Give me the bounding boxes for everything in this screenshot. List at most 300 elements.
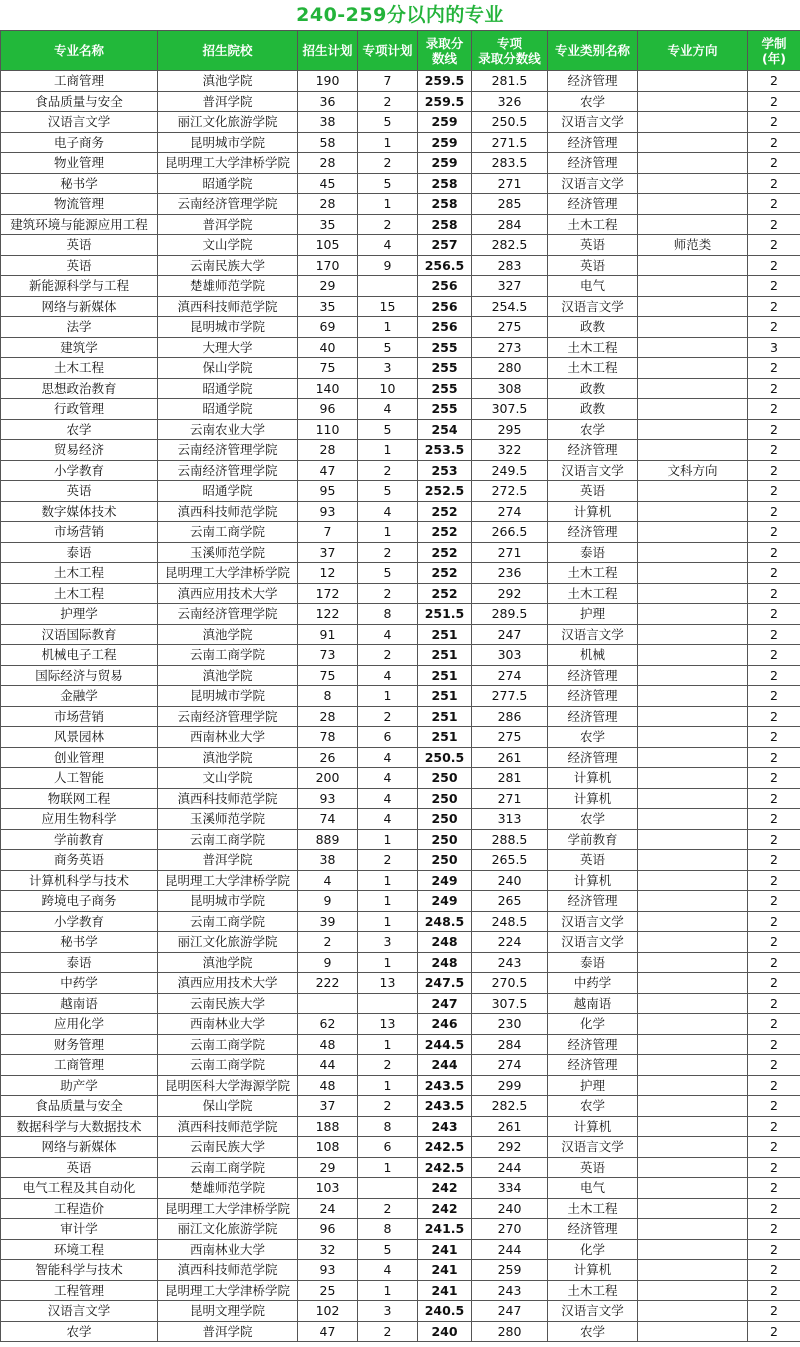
school-cell: 昆明理工大学津桥学院 — [158, 1198, 298, 1219]
category-cell: 汉语言文学 — [548, 932, 638, 953]
major-cell: 英语 — [1, 255, 158, 276]
plan-cell: 95 — [298, 481, 358, 502]
plan-cell: 36 — [298, 91, 358, 112]
major-cell: 土木工程 — [1, 563, 158, 584]
direction-cell — [638, 850, 748, 871]
table-row — [1, 378, 800, 399]
special-score-cell: 271 — [472, 788, 548, 809]
school-cell: 云南工商学院 — [158, 1034, 298, 1055]
direction-cell — [638, 296, 748, 317]
school-cell: 滇池学院 — [158, 71, 298, 92]
plan-cell: 75 — [298, 358, 358, 379]
special-score-cell: 313 — [472, 809, 548, 830]
plan-cell: 108 — [298, 1137, 358, 1158]
years-cell: 2 — [748, 1034, 800, 1055]
table-row — [1, 255, 800, 276]
plan-cell: 40 — [298, 337, 358, 358]
special-plan-cell: 8 — [358, 1116, 418, 1137]
direction-cell — [638, 1055, 748, 1076]
score-cell: 256 — [418, 317, 472, 338]
years-cell: 2 — [748, 788, 800, 809]
score-cell: 242 — [418, 1178, 472, 1199]
special-plan-cell: 1 — [358, 891, 418, 912]
table-row — [1, 296, 800, 317]
direction-cell — [638, 378, 748, 399]
school-cell: 普洱学院 — [158, 850, 298, 871]
major-cell: 网络与新媒体 — [1, 296, 158, 317]
special-plan-cell: 4 — [358, 788, 418, 809]
score-cell: 256.5 — [418, 255, 472, 276]
special-score-cell: 281.5 — [472, 71, 548, 92]
major-cell: 智能科学与技术 — [1, 1260, 158, 1281]
plan-cell: 28 — [298, 440, 358, 461]
school-cell: 云南工商学院 — [158, 522, 298, 543]
category-cell: 护理 — [548, 604, 638, 625]
special-plan-cell: 1 — [358, 686, 418, 707]
years-cell: 2 — [748, 71, 800, 92]
special-plan-cell: 1 — [358, 132, 418, 153]
major-cell: 助产学 — [1, 1075, 158, 1096]
special-score-cell: 247 — [472, 1301, 548, 1322]
special-score-cell: 271 — [472, 173, 548, 194]
plan-cell: 47 — [298, 460, 358, 481]
table-row — [1, 829, 800, 850]
category-cell: 土木工程 — [548, 337, 638, 358]
years-cell: 2 — [748, 1198, 800, 1219]
special-plan-cell: 2 — [358, 1198, 418, 1219]
category-cell: 泰语 — [548, 952, 638, 973]
header-direction: 专业方向 — [638, 31, 748, 71]
score-cell: 252 — [418, 563, 472, 584]
special-plan-cell: 5 — [358, 1239, 418, 1260]
school-cell: 昆明理工大学津桥学院 — [158, 1280, 298, 1301]
table-row — [1, 153, 800, 174]
years-cell: 2 — [748, 932, 800, 953]
direction-cell — [638, 624, 748, 645]
major-cell: 网络与新媒体 — [1, 1137, 158, 1158]
plan-cell: 62 — [298, 1014, 358, 1035]
direction-cell — [638, 645, 748, 666]
special-plan-cell: 1 — [358, 1157, 418, 1178]
school-cell: 昆明城市学院 — [158, 132, 298, 153]
school-cell: 丽江文化旅游学院 — [158, 932, 298, 953]
direction-cell — [638, 973, 748, 994]
category-cell: 农学 — [548, 91, 638, 112]
special-score-cell: 230 — [472, 1014, 548, 1035]
direction-cell — [638, 1198, 748, 1219]
score-cell: 259.5 — [418, 91, 472, 112]
table-row — [1, 891, 800, 912]
special-plan-cell: 2 — [358, 645, 418, 666]
direction-cell — [638, 1301, 748, 1322]
table-row — [1, 112, 800, 133]
major-cell: 工程管理 — [1, 1280, 158, 1301]
score-cell: 248 — [418, 952, 472, 973]
direction-cell — [638, 317, 748, 338]
table-row — [1, 522, 800, 543]
score-cell: 255 — [418, 358, 472, 379]
years-cell: 2 — [748, 1096, 800, 1117]
school-cell: 楚雄师范学院 — [158, 1178, 298, 1199]
score-cell: 256 — [418, 276, 472, 297]
plan-cell: 45 — [298, 173, 358, 194]
major-cell: 电子商务 — [1, 132, 158, 153]
table-row — [1, 358, 800, 379]
special-score-cell: 275 — [472, 317, 548, 338]
special-plan-cell: 5 — [358, 419, 418, 440]
school-cell: 普洱学院 — [158, 1321, 298, 1342]
plan-cell: 74 — [298, 809, 358, 830]
major-cell: 应用化学 — [1, 1014, 158, 1035]
major-cell: 学前教育 — [1, 829, 158, 850]
special-plan-cell: 2 — [358, 1055, 418, 1076]
special-plan-cell: 5 — [358, 481, 418, 502]
school-cell: 楚雄师范学院 — [158, 276, 298, 297]
table-row — [1, 194, 800, 215]
special-plan-cell: 1 — [358, 1280, 418, 1301]
table-row — [1, 850, 800, 871]
plan-cell: 69 — [298, 317, 358, 338]
plan-cell: 9 — [298, 952, 358, 973]
special-score-cell: 270 — [472, 1219, 548, 1240]
direction-cell — [638, 419, 748, 440]
years-cell: 3 — [748, 337, 800, 358]
special-plan-cell: 1 — [358, 952, 418, 973]
special-plan-cell: 5 — [358, 173, 418, 194]
table-row — [1, 1280, 800, 1301]
major-cell: 秘书学 — [1, 932, 158, 953]
direction-cell — [638, 337, 748, 358]
years-cell: 2 — [748, 542, 800, 563]
special-plan-cell: 2 — [358, 1096, 418, 1117]
plan-cell: 37 — [298, 542, 358, 563]
table-row — [1, 1321, 800, 1342]
table-body — [1, 71, 800, 1342]
years-cell: 2 — [748, 1301, 800, 1322]
table-row — [1, 460, 800, 481]
score-cell: 247.5 — [418, 973, 472, 994]
major-cell: 数据科学与大数据技术 — [1, 1116, 158, 1137]
direction-cell — [638, 71, 748, 92]
major-cell: 跨境电子商务 — [1, 891, 158, 912]
special-score-cell: 282.5 — [472, 235, 548, 256]
major-cell: 中药学 — [1, 973, 158, 994]
special-plan-cell: 2 — [358, 542, 418, 563]
plan-cell: 28 — [298, 194, 358, 215]
special-plan-cell — [358, 1178, 418, 1199]
category-cell: 汉语言文学 — [548, 173, 638, 194]
plan-cell: 222 — [298, 973, 358, 994]
major-cell: 土木工程 — [1, 583, 158, 604]
score-cell: 255 — [418, 337, 472, 358]
direction-cell — [638, 1239, 748, 1260]
header-school: 招生院校 — [158, 31, 298, 71]
school-cell: 昆明理工大学津桥学院 — [158, 870, 298, 891]
header-years — [748, 31, 800, 71]
plan-cell: 28 — [298, 706, 358, 727]
score-cell: 251 — [418, 727, 472, 748]
years-cell: 2 — [748, 665, 800, 686]
special-plan-cell: 1 — [358, 317, 418, 338]
score-cell: 251 — [418, 645, 472, 666]
major-cell: 人工智能 — [1, 768, 158, 789]
special-plan-cell: 7 — [358, 71, 418, 92]
school-cell: 云南工商学院 — [158, 829, 298, 850]
plan-cell: 190 — [298, 71, 358, 92]
major-cell: 越南语 — [1, 993, 158, 1014]
category-cell: 经济管理 — [548, 440, 638, 461]
direction-cell — [638, 1137, 748, 1158]
plan-cell: 170 — [298, 255, 358, 276]
major-cell: 食品质量与安全 — [1, 1096, 158, 1117]
category-cell: 汉语言文学 — [548, 460, 638, 481]
category-cell: 计算机 — [548, 1116, 638, 1137]
special-score-cell: 275 — [472, 727, 548, 748]
plan-cell: 38 — [298, 112, 358, 133]
category-cell: 汉语言文学 — [548, 624, 638, 645]
score-cell: 255 — [418, 399, 472, 420]
special-score-cell: 261 — [472, 747, 548, 768]
major-cell: 小学教育 — [1, 460, 158, 481]
special-score-cell: 286 — [472, 706, 548, 727]
score-cell: 254 — [418, 419, 472, 440]
years-cell: 2 — [748, 768, 800, 789]
direction-cell — [638, 194, 748, 215]
major-cell: 计算机科学与技术 — [1, 870, 158, 891]
table-row — [1, 1219, 800, 1240]
special-plan-cell: 2 — [358, 850, 418, 871]
years-cell: 2 — [748, 850, 800, 871]
major-cell: 商务英语 — [1, 850, 158, 871]
plan-cell: 8 — [298, 686, 358, 707]
category-cell: 土木工程 — [548, 563, 638, 584]
years-cell: 2 — [748, 460, 800, 481]
table-row — [1, 624, 800, 645]
school-cell: 大理大学 — [158, 337, 298, 358]
special-plan-cell: 1 — [358, 522, 418, 543]
header-major: 专业名称 — [1, 31, 158, 71]
major-cell: 创业管理 — [1, 747, 158, 768]
special-plan-cell: 3 — [358, 1301, 418, 1322]
special-plan-cell: 4 — [358, 399, 418, 420]
category-cell: 经济管理 — [548, 747, 638, 768]
table-row — [1, 686, 800, 707]
direction-cell — [638, 768, 748, 789]
major-cell: 护理学 — [1, 604, 158, 625]
years-cell: 2 — [748, 1260, 800, 1281]
school-cell: 云南民族大学 — [158, 255, 298, 276]
school-cell: 昭通学院 — [158, 378, 298, 399]
major-cell: 物业管理 — [1, 153, 158, 174]
table-row — [1, 337, 800, 358]
major-cell: 贸易经济 — [1, 440, 158, 461]
special-score-cell: 274 — [472, 501, 548, 522]
special-score-cell: 249.5 — [472, 460, 548, 481]
years-cell: 2 — [748, 1014, 800, 1035]
special-plan-cell: 6 — [358, 727, 418, 748]
school-cell: 玉溪师范学院 — [158, 809, 298, 830]
years-cell: 2 — [748, 973, 800, 994]
table-row — [1, 973, 800, 994]
direction-cell — [638, 686, 748, 707]
years-cell: 2 — [748, 132, 800, 153]
score-cell: 241 — [418, 1260, 472, 1281]
category-cell: 机械 — [548, 645, 638, 666]
score-cell: 256 — [418, 296, 472, 317]
special-plan-cell: 8 — [358, 1219, 418, 1240]
special-plan-cell: 5 — [358, 112, 418, 133]
score-cell: 250 — [418, 829, 472, 850]
category-cell: 汉语言文学 — [548, 112, 638, 133]
special-plan-cell: 6 — [358, 1137, 418, 1158]
table-row — [1, 91, 800, 112]
school-cell: 滇池学院 — [158, 747, 298, 768]
score-cell: 251 — [418, 665, 472, 686]
special-score-cell: 254.5 — [472, 296, 548, 317]
score-cell: 246 — [418, 1014, 472, 1035]
special-score-cell: 308 — [472, 378, 548, 399]
category-cell: 计算机 — [548, 501, 638, 522]
school-cell: 滇池学院 — [158, 952, 298, 973]
years-cell: 2 — [748, 1321, 800, 1342]
special-score-cell: 303 — [472, 645, 548, 666]
plan-cell: 12 — [298, 563, 358, 584]
years-cell: 2 — [748, 645, 800, 666]
special-plan-cell: 1 — [358, 194, 418, 215]
special-plan-cell: 3 — [358, 932, 418, 953]
table-row — [1, 583, 800, 604]
plan-cell: 39 — [298, 911, 358, 932]
category-cell: 政教 — [548, 378, 638, 399]
special-plan-cell: 1 — [358, 440, 418, 461]
years-cell: 2 — [748, 194, 800, 215]
years-cell: 2 — [748, 214, 800, 235]
special-plan-cell: 2 — [358, 91, 418, 112]
major-cell: 工程造价 — [1, 1198, 158, 1219]
header-special-score-line1: 专项 — [496, 35, 522, 51]
category-cell: 经济管理 — [548, 891, 638, 912]
special-plan-cell: 3 — [358, 358, 418, 379]
plan-cell: 78 — [298, 727, 358, 748]
special-plan-cell — [358, 276, 418, 297]
special-score-cell: 280 — [472, 1321, 548, 1342]
school-cell: 保山学院 — [158, 1096, 298, 1117]
plan-cell: 889 — [298, 829, 358, 850]
special-plan-cell: 2 — [358, 1321, 418, 1342]
score-cell: 241 — [418, 1239, 472, 1260]
header-plan: 招生计划 — [298, 31, 358, 71]
score-cell: 258 — [418, 214, 472, 235]
years-cell: 2 — [748, 1137, 800, 1158]
school-cell: 滇西科技师范学院 — [158, 296, 298, 317]
direction-cell — [638, 1157, 748, 1178]
header-score-line1: 录取分 — [425, 35, 464, 51]
direction-cell — [638, 583, 748, 604]
years-cell: 2 — [748, 378, 800, 399]
special-score-cell: 284 — [472, 1034, 548, 1055]
plan-cell: 103 — [298, 1178, 358, 1199]
years-cell: 2 — [748, 1239, 800, 1260]
major-cell: 新能源科学与工程 — [1, 276, 158, 297]
category-cell: 泰语 — [548, 542, 638, 563]
plan-cell: 96 — [298, 399, 358, 420]
score-cell: 249 — [418, 891, 472, 912]
school-cell: 昭通学院 — [158, 399, 298, 420]
table-row — [1, 1096, 800, 1117]
years-cell: 2 — [748, 1157, 800, 1178]
plan-cell: 93 — [298, 788, 358, 809]
plan-cell: 75 — [298, 665, 358, 686]
special-score-cell: 265.5 — [472, 850, 548, 871]
years-cell: 2 — [748, 173, 800, 194]
school-cell: 昆明理工大学津桥学院 — [158, 153, 298, 174]
direction-cell — [638, 358, 748, 379]
category-cell: 经济管理 — [548, 1219, 638, 1240]
major-cell: 汉语言文学 — [1, 1301, 158, 1322]
table-row — [1, 419, 800, 440]
years-cell: 2 — [748, 91, 800, 112]
table-row — [1, 563, 800, 584]
plan-cell: 44 — [298, 1055, 358, 1076]
category-cell: 计算机 — [548, 768, 638, 789]
plan-cell: 9 — [298, 891, 358, 912]
years-cell: 2 — [748, 727, 800, 748]
score-cell: 244.5 — [418, 1034, 472, 1055]
special-score-cell: 248.5 — [472, 911, 548, 932]
header-score — [418, 31, 472, 71]
school-cell: 文山学院 — [158, 768, 298, 789]
major-cell: 市场营销 — [1, 706, 158, 727]
school-cell: 普洱学院 — [158, 214, 298, 235]
years-cell: 2 — [748, 501, 800, 522]
table-row — [1, 747, 800, 768]
major-cell: 物联网工程 — [1, 788, 158, 809]
category-cell: 土木工程 — [548, 1198, 638, 1219]
special-score-cell: 334 — [472, 1178, 548, 1199]
major-cell: 汉语言文学 — [1, 112, 158, 133]
school-cell: 云南工商学院 — [158, 645, 298, 666]
special-score-cell: 247 — [472, 624, 548, 645]
score-cell: 241 — [418, 1280, 472, 1301]
direction-cell — [638, 911, 748, 932]
special-score-cell: 271 — [472, 542, 548, 563]
special-score-cell: 326 — [472, 91, 548, 112]
direction-cell — [638, 276, 748, 297]
school-cell: 昆明城市学院 — [158, 686, 298, 707]
special-score-cell: 273 — [472, 337, 548, 358]
school-cell: 云南民族大学 — [158, 993, 298, 1014]
direction-cell — [638, 501, 748, 522]
plan-cell: 29 — [298, 1157, 358, 1178]
years-cell: 2 — [748, 276, 800, 297]
table-row — [1, 1260, 800, 1281]
table-row — [1, 1055, 800, 1076]
table-row — [1, 440, 800, 461]
table-row — [1, 1034, 800, 1055]
special-score-cell: 285 — [472, 194, 548, 215]
table-row — [1, 71, 800, 92]
school-cell: 昆明城市学院 — [158, 317, 298, 338]
school-cell: 西南林业大学 — [158, 1014, 298, 1035]
score-cell: 258 — [418, 173, 472, 194]
table-row — [1, 1157, 800, 1178]
direction-cell — [638, 255, 748, 276]
plan-cell: 25 — [298, 1280, 358, 1301]
table-row — [1, 1178, 800, 1199]
table-row — [1, 788, 800, 809]
school-cell: 云南经济管理学院 — [158, 460, 298, 481]
score-cell: 249 — [418, 870, 472, 891]
